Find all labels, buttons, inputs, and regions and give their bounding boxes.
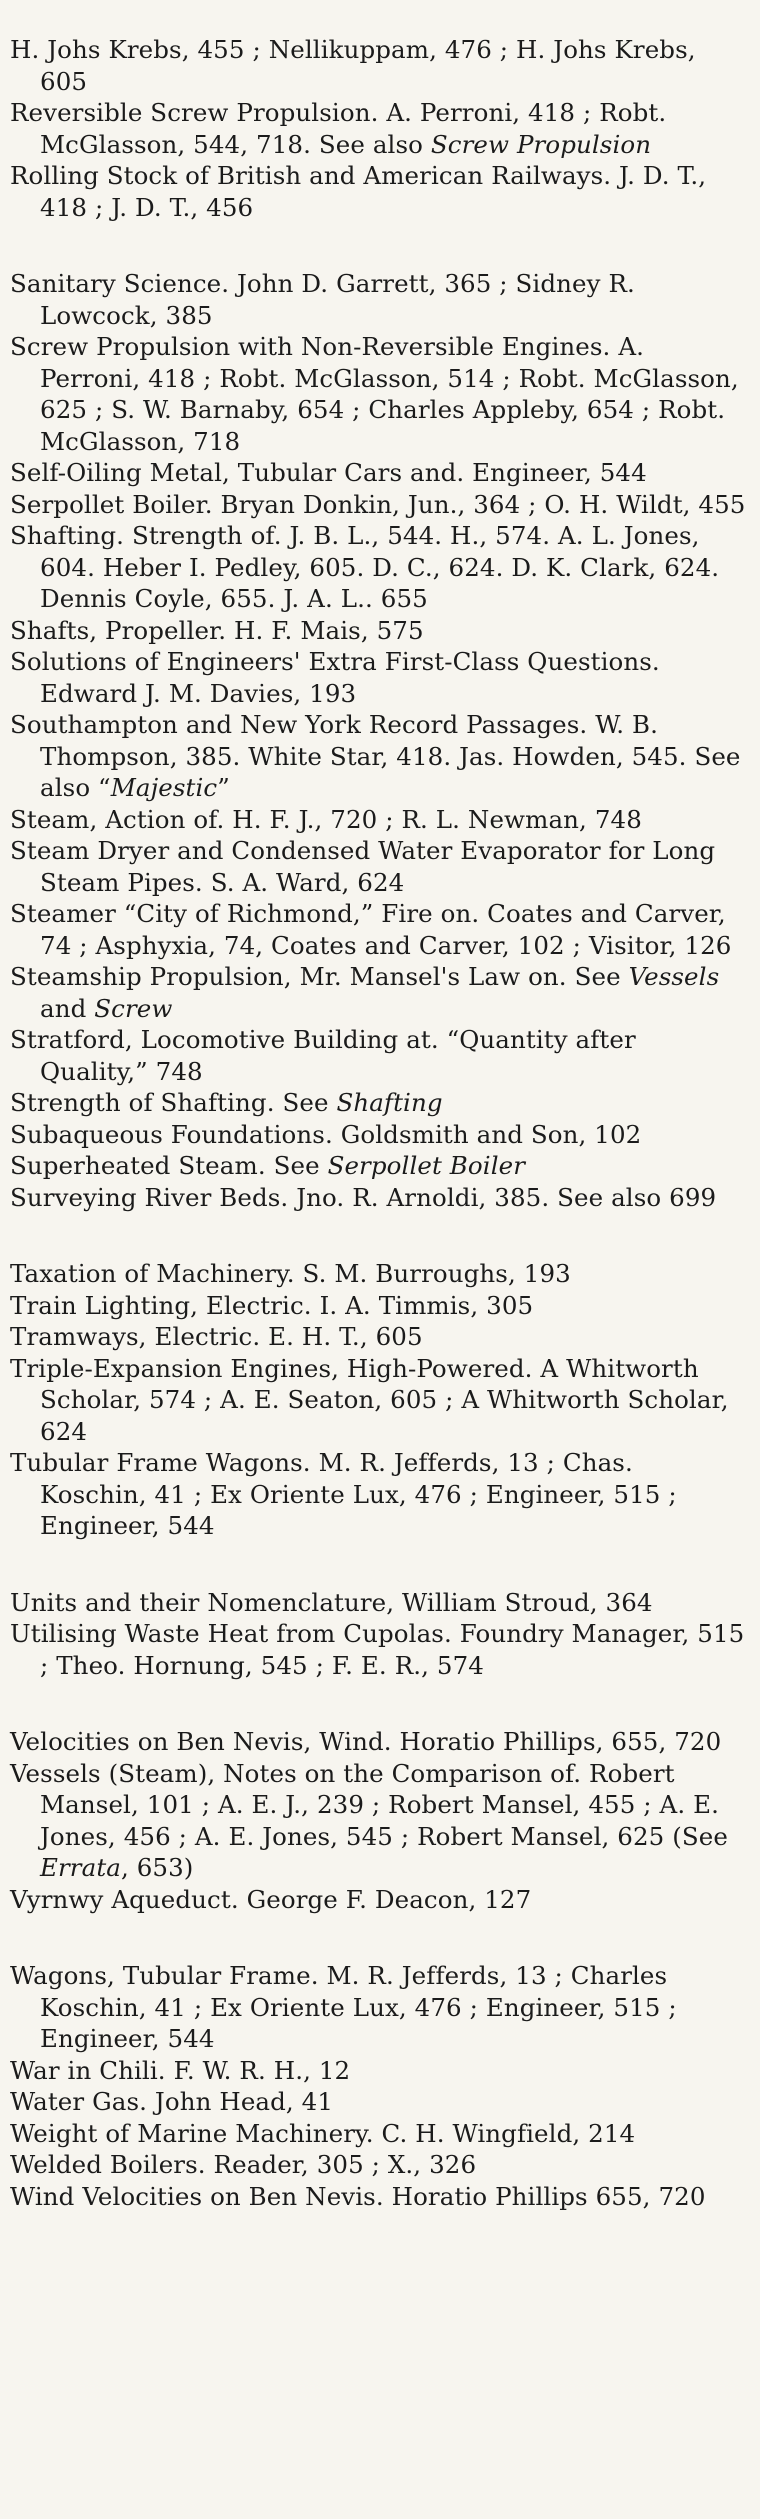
index-entry-text: Vessels (Steam), Notes on the Comparison of. Robert Mansel, 101 ; A. E. J., 239 ; Robert Mansel, 455 ; A. E. Jones, 456 ; A. E. Jones, 545 ; Robert Mansel, 625 (See [10, 1758, 728, 1851]
index-entry-text: Reversible Screw Propulsion. A. Perroni, 418 ; Robt. McGlasson, 544, 718. See also [10, 98, 667, 159]
index-entry [10, 1119, 746, 1151]
index-entry-text: Steamer “City of Richmond,” Fire on. Coates and Carver, 74 ; Asphyxia, 74, Coates and Carver, 102 ; Visitor, 126 [10, 899, 732, 960]
index-entry [10, 1618, 746, 1681]
index-entry [10, 835, 746, 898]
index-entry [10, 2118, 746, 2150]
section-gap [10, 1213, 746, 1258]
index-entry [10, 1321, 746, 1353]
index-entry [10, 268, 746, 331]
index-entry [10, 1587, 746, 1619]
index-entry-text: Velocities on Ben Nevis, Wind. Horatio Phillips, 655, 720 [10, 1727, 722, 1756]
index-entry [10, 1290, 746, 1322]
index-entry [10, 2055, 746, 2087]
index-entry [10, 2149, 746, 2181]
index-entry [10, 457, 746, 489]
index-entry-text: H. Johs Krebs, 455 ; Nellikuppam, 476 ; H. Johs Krebs, 605 [10, 35, 696, 96]
index-entry [10, 1087, 746, 1119]
index-entry-text: Tubular Frame Wagons. M. R. Jefferds, 13 ; Chas. Koschin, 41 ; Ex Oriente Lux, 476 ; Engineer, 515 ; Engineer, 544 [10, 1448, 677, 1540]
index-entry-text: Serpollet Boiler. Bryan Donkin, Jun., 364 ; O. H. Wildt, 455 [10, 489, 746, 519]
index-entry [10, 97, 746, 160]
index-entry-text: Superheated Steam. See [10, 1151, 328, 1180]
index-entry-italic-text: Screw [94, 993, 173, 1023]
index-entry-text: Subaqueous Foundations. Goldsmith and Son, 102 [10, 1119, 642, 1149]
index-entries [10, 34, 746, 2212]
index-entry-text: Vyrnwy Aqueduct. George F. Deacon, 127 [10, 1884, 532, 1914]
index-entry-text: Southampton and New York Record Passages. W. B. Thompson, 385. White Star, 418. Jas. Howden, 545. See also “ [10, 710, 741, 802]
index-entry [10, 331, 746, 457]
index-entry-text: Steamship Propulsion, Mr. Mansel's Law on. See [10, 962, 629, 991]
index-entry-text: Steam Dryer and Condensed Water Evaporator for Long Steam Pipes. S. A. Ward, 624 [10, 836, 716, 897]
index-entry-text: and [40, 993, 95, 1023]
index-entry-text: Train Lighting, Electric. I. A. Timmis, 305 [10, 1290, 534, 1320]
index-entry [10, 1258, 746, 1290]
index-entry-text: Tramways, Electric. E. H. T., 605 [10, 1322, 423, 1351]
index-entry [10, 34, 746, 97]
section-gap [10, 223, 746, 268]
index-entry-text: Sanitary Science. John D. Garrett, 365 ; Sidney R. Lowcock, 385 [10, 269, 635, 330]
index-entry [10, 2086, 746, 2118]
index-entry-text: Wind Velocities on Ben Nevis. Horatio Phillips 655, 720 [10, 2181, 706, 2211]
index-entry [10, 1182, 746, 1214]
index-entry [10, 1353, 746, 1448]
index-entry-text: War in Chili. F. W. R. H., 12 [10, 2055, 351, 2085]
index-entry-text: Rolling Stock of British and American Railways. J. D. T., 418 ; J. D. T., 456 [10, 161, 707, 222]
index-entry [10, 1024, 746, 1087]
index-entry [10, 1726, 746, 1758]
index-entry-text: Water Gas. John Head, 41 [10, 2087, 334, 2116]
index-entry-italic-text: Majestic [110, 773, 218, 802]
index-entry [10, 489, 746, 521]
index-entry [10, 804, 746, 836]
index-entry [10, 646, 746, 709]
index-entry-text: Welded Boilers. Reader, 305 ; X., 326 [10, 2150, 477, 2179]
index-entry [10, 1884, 746, 1916]
index-entry-italic-text: Vessels [628, 962, 720, 991]
index-entry-text: Shafting. Strength of. J. B. L., 544. H., 574. A. L. Jones, 604. Heber I. Pedley, 605. D. C., 624. D. K. Clark, 624. Dennis Coyle, 655. J. A. L.. 655 [10, 521, 720, 613]
section-gap [10, 1915, 746, 1960]
index-entry-text: Self-Oiling Metal, Tubular Cars and. Engineer, 544 [10, 458, 647, 487]
section-gap [10, 1681, 746, 1726]
index-entry-text: Utilising Waste Heat from Cupolas. Foundry Manager, 515 ; Theo. Hornung, 545 ; F. E. R., 574 [10, 1619, 745, 1680]
index-entry [10, 1447, 746, 1542]
index-entry [10, 520, 746, 615]
index-entry-text: Solutions of Engineers' Extra First-Class Questions. Edward J. M. Davies, 193 [10, 647, 660, 708]
index-entry-text: Screw Propulsion with Non-Reversible Engines. A. Perroni, 418 ; Robt. McGlasson, 514 ; Robt. McGlasson, 625 ; S. W. Barnaby, 654 ; Charles Appleby, 654 ; Robt. McGlasson, 718 [10, 332, 739, 456]
index-entry [10, 898, 746, 961]
index-entry-italic-text: Errata [40, 1853, 121, 1882]
index-entry-text: Stratford, Locomotive Building at. “Quantity after Quality,” 748 [10, 1025, 636, 1086]
index-entry [10, 709, 746, 804]
index-entry-text: , 653) [120, 1853, 194, 1882]
index-entry [10, 1960, 746, 2055]
index-entry-text: ” [217, 773, 230, 802]
index-entry [10, 2181, 746, 2213]
index-entry-text: Steam, Action of. H. F. J., 720 ; R. L. Newman, 748 [10, 804, 642, 834]
index-entry [10, 961, 746, 1024]
index-entry-text: Taxation of Machinery. S. M. Burroughs, 193 [10, 1259, 571, 1288]
index-entry-text: Weight of Marine Machinery. C. H. Wingfield, 214 [10, 2118, 636, 2148]
index-entry-text: Units and their Nomenclature, William Stroud, 364 [10, 1587, 653, 1617]
index-entry [10, 615, 746, 647]
index-entry-italic-text: Shafting [336, 1088, 443, 1117]
index-entry [10, 160, 746, 223]
section-gap [10, 1542, 746, 1587]
index-entry-text: Triple-Expansion Engines, High-Powered. A Whitworth Scholar, 574 ; A. E. Seaton, 605 ; A Whitworth Scholar, 624 [10, 1353, 729, 1446]
index-entry-italic-text: Serpollet Boiler [327, 1151, 526, 1180]
index-entry-text: Wagons, Tubular Frame. M. R. Jefferds, 13 ; Charles Koschin, 41 ; Ex Oriente Lux, 476 ; Engineer, 515 ; Engineer, 544 [10, 1961, 677, 2053]
index-entry [10, 1150, 746, 1182]
index-entry-italic-text: Screw Propulsion [430, 129, 652, 159]
index-entry-text: Shafts, Propeller. H. F. Mais, 575 [10, 615, 424, 645]
index-entry-text: Strength of Shafting. See [10, 1088, 337, 1117]
index-entry [10, 1758, 746, 1884]
index-entry-text: Surveying River Beds. Jno. R. Arnoldi, 385. See also 699 [10, 1182, 717, 1212]
